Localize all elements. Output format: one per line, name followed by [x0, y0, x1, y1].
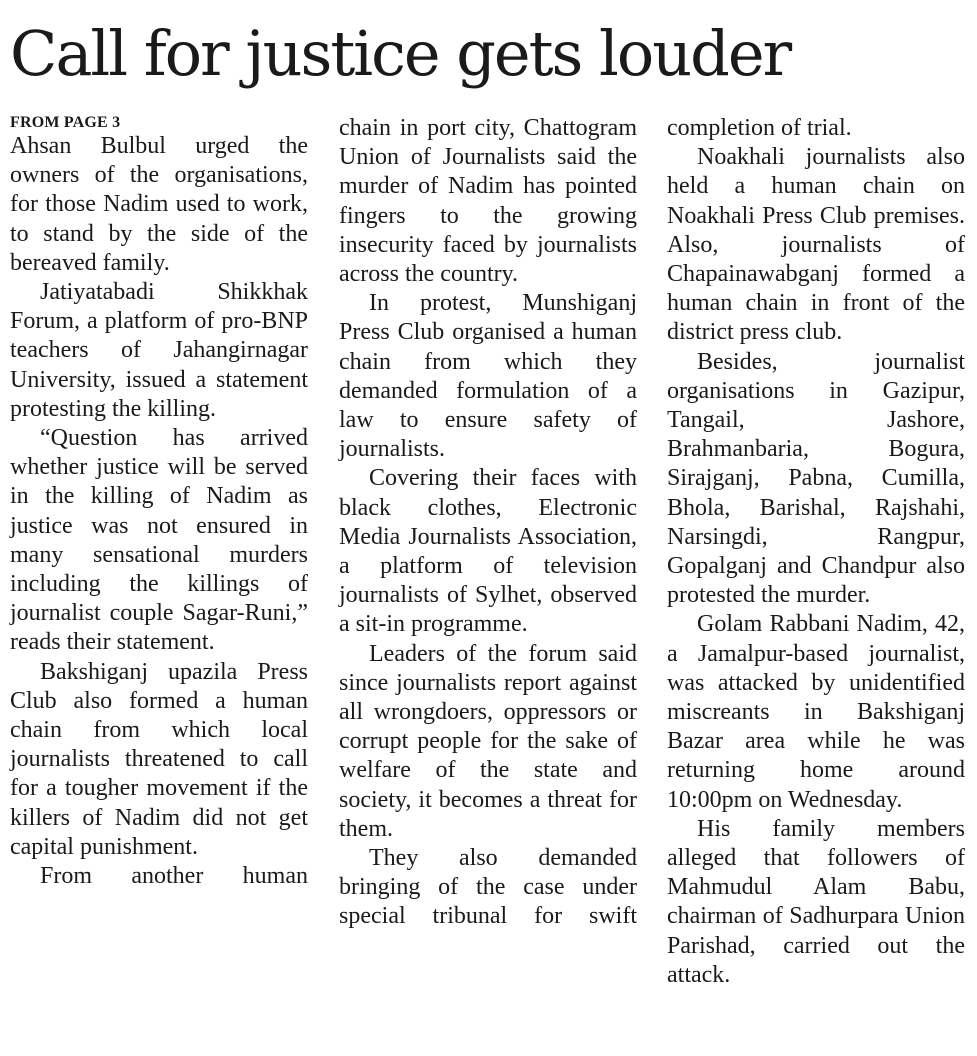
paragraph: Ahsan Bulbul urged the owners of the organisations, for those Nadim used to work, to stand by the side of the bereaved family.: [10, 133, 308, 276]
continued-from-label: FROM PAGE 3: [10, 114, 121, 131]
article-column-1: [10, 114, 308, 891]
paragraph: Covering their faces with black clothes, Electronic Media Journalists Association, a platform of television journalists of Sylhet, observed a sit-in programme.: [339, 465, 637, 638]
paragraph: Besides, journalist organisations in Gazipur, Tangail, Jashore, Brahmanbaria, Bogura, Sirajganj, Pabna, Cumilla, Bhola, Barishal, Rajshahi, Narsingdi, Rangpur, Gopalganj and Chandpur also protested the murder.: [667, 348, 965, 609]
paragraph: His family members alleged that followers of Mahmudul Alam Babu, chairman of Sadhurpara Union Parishad, carried out the attack.: [667, 815, 965, 988]
paragraph: Golam Rabbani Nadim, 42, a Jamalpur-based journalist, was attacked by unidentified miscreants in Bakshiganj Bazar area while he was returning home around 10:00pm on Wednesday.: [667, 611, 965, 813]
headline: Call for justice gets louder: [10, 17, 791, 90]
paragraph: Leaders of the forum said since journalists report against all wrongdoers, oppressors or corrupt people for the sake of welfare of the state and society, it becomes a threat for them.: [339, 640, 637, 842]
paragraph: They also demanded bringing of the case under special tribunal for swift: [339, 845, 637, 930]
paragraph: Noakhali journalists also held a human chain on Noakhali Press Club premises. Also, journalists of Chapainawabganj formed a human chain in front of the district press club.: [667, 144, 965, 346]
paragraph: Jatiyatabadi Shikkhak Forum, a platform of pro-BNP teachers of Jahangirnagar University, issued a statement protesting the killing.: [10, 279, 308, 422]
paragraph: In protest, Munshiganj Press Club organised a human chain from which they demanded formulation of a law to ensure safety of journalists.: [339, 290, 637, 463]
article-column-3: [667, 114, 965, 990]
paragraph-continued: completion of trial.: [667, 115, 852, 141]
article-column-2: [339, 114, 637, 932]
paragraph: From another human: [40, 863, 308, 890]
paragraph: Bakshiganj upazila Press Club also formed a human chain from which local journalists threatened to call for a tougher movement if the killers of Nadim did not get capital punishment.: [10, 658, 308, 860]
paragraph: “Question has arrived whether justice will be served in the killing of Nadim as justice was not ensured in many sensational murders including the killings of journalist couple Sagar-Runi,” reads their statement.: [10, 425, 308, 656]
paragraph-continued: chain in port city, Chattogram Union of Journalists said the murder of Nadim has pointed fingers to the growing insecurity faced by journalists across the country.: [339, 115, 637, 288]
